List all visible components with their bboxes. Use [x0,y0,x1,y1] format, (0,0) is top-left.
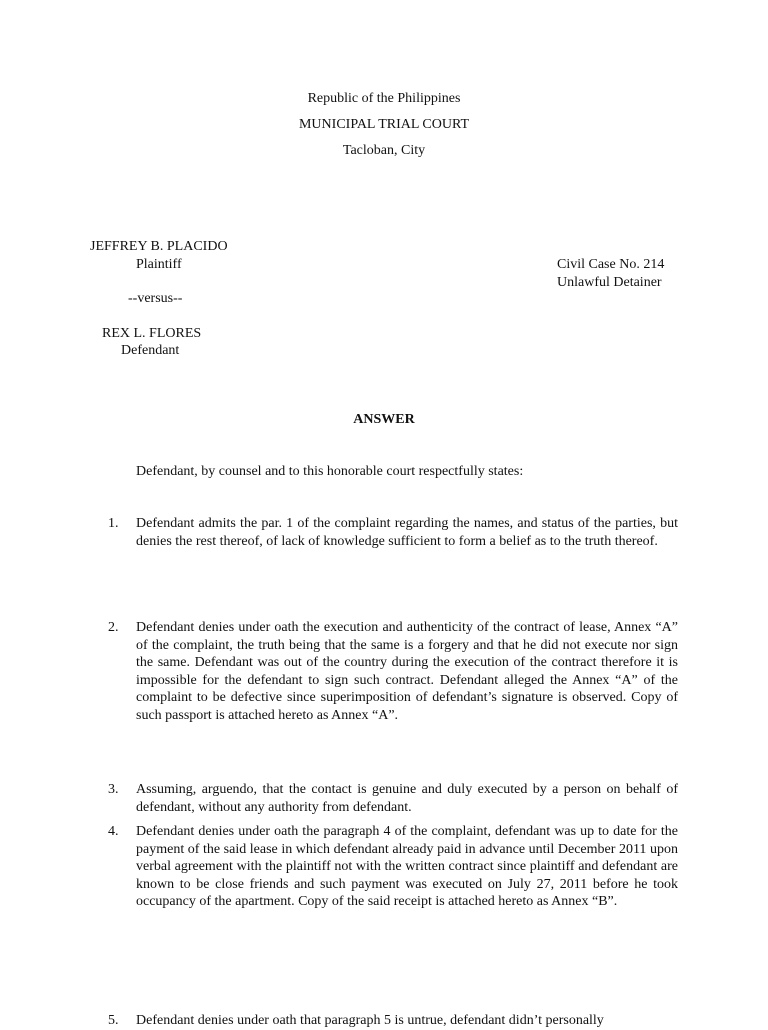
item-text: Defendant denies under oath the paragraph 4 of the complaint, defendant was up to date for the payment of the said lease in which defendant already paid in advance until December 2011 upon verbal agreement with the plaintiff not with the written contract since plaintiff and defendant are known to be close friends and such payment was executed on July 27, 2011 before he took occupancy of the apartment. Copy of the said receipt is attached hereto as Annex “B”. [136,824,678,909]
plaintiff-name: JEFFREY B. PLACIDO [90,239,228,254]
defendant-name: REX L. FLORES [102,326,202,341]
case-number: Civil Case No. 214 [557,257,665,272]
list-item [108,619,678,724]
list-item [108,781,678,816]
plaintiff-role: Plaintiff [136,257,182,272]
header-city: Tacloban, City [342,143,426,158]
list-item [108,515,678,550]
defendant-role: Defendant [121,343,180,358]
list-item [108,1012,678,1030]
item-number: 5. [108,1013,119,1028]
item-text: Defendant denies under oath the execution and authenticity of the contract of lease, Annex “A” of the complaint, the truth being that the same is a forgery and that he did not execute nor sign the same. Defendant was out of the country during the execution of the contract therefore it is impossible for the defendant to sign such contract. Defendant alleged the Annex “A” of the complaint to be defective since superimposition of defendant’s signature is observed. Copy of such passport is attached hereto as Annex “A”. [136,620,678,723]
case-info [557,256,664,291]
header-court: MUNICIPAL TRIAL COURT [298,117,470,132]
item-number: 3. [108,782,119,797]
list-item [108,823,678,911]
item-number: 4. [108,824,119,839]
intro-paragraph: Defendant, by counsel and to this honorable court respectfully states: [136,464,524,479]
versus-label: --versus-- [128,291,183,306]
item-text: Defendant denies under oath that paragraph 5 is untrue, defendant didn’t personally [136,1013,604,1028]
item-text: Defendant admits the par. 1 of the complaint regarding the names, and status of the parties, but denies the rest thereof, of lack of knowledge sufficient to form a belief as to the truth thereof. [136,516,678,549]
item-number: 1. [108,516,119,531]
item-text: Assuming, arguendo, that the contact is genuine and duly executed by a person on behalf of defendant, without any authority from defendant. [136,782,678,815]
header-republic: Republic of the Philippines [307,91,461,106]
case-type: Unlawful Detainer [557,274,662,290]
court-header [0,90,768,168]
document-title: ANSWER [353,412,415,427]
item-number: 2. [108,620,119,635]
